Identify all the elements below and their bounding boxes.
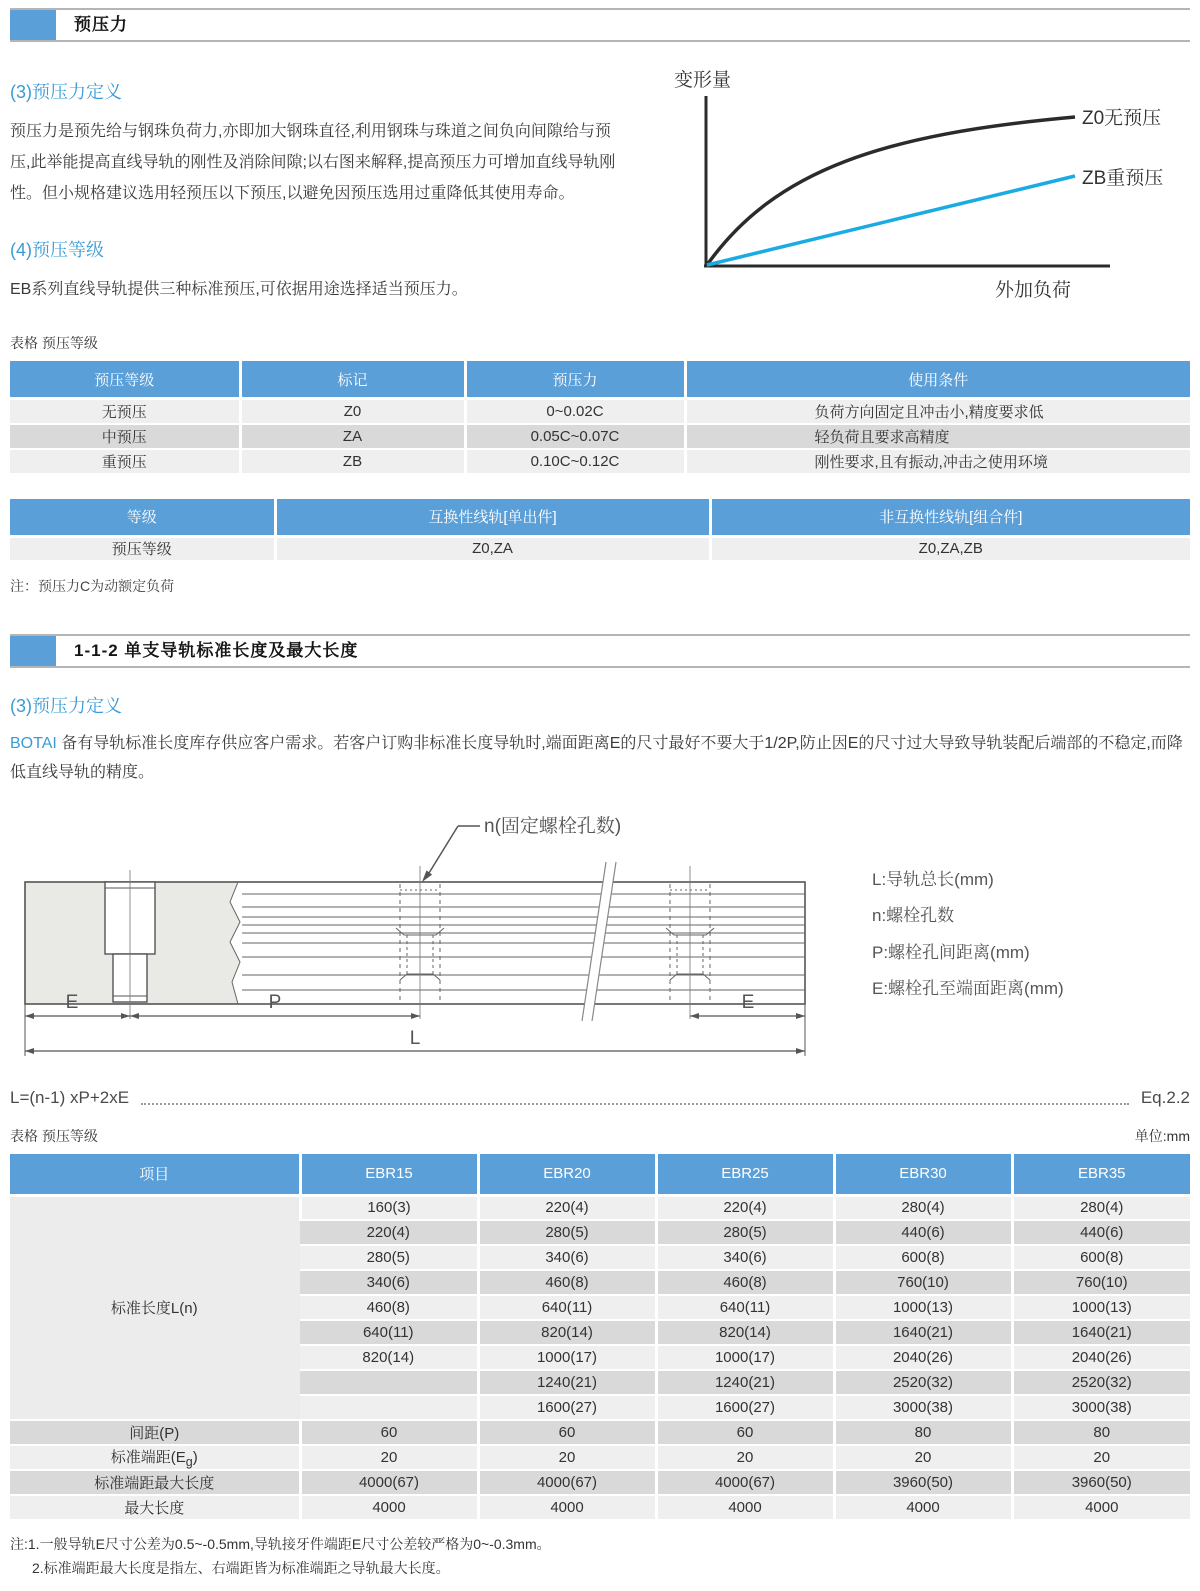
callout-label: n(固定螺栓孔数) [484,815,622,837]
cell: 3000(38) [1012,1395,1190,1420]
rail-profile-lines [242,894,805,990]
table3-caption: 表格 预压等级 [10,1127,98,1144]
intro-text-column [10,64,624,309]
intro-block [10,64,1190,309]
dim-label-e-right: E [741,991,755,1013]
table2-note: 注：预压力C为动额定负荷 [10,578,175,594]
t1-col-grade: 预压等级 [10,361,240,399]
cell: 1000(17) [656,1345,834,1370]
cell: 820(14) [300,1345,478,1370]
cell: ZA [240,424,465,449]
row-label: 最大长度 [10,1495,300,1520]
cell: 760(10) [834,1270,1012,1295]
t1-col-condition: 使用条件 [685,361,1190,399]
t3-col-ebr30: EBR30 [834,1154,1012,1196]
cell: 4000(67) [300,1470,478,1495]
cell: 220(4) [478,1195,656,1220]
eg-label-part1: 标准端距(E [110,1449,186,1467]
arrowhead [796,1048,805,1054]
cell: 160(3) [300,1195,478,1220]
cell: 刚性要求,且有振动,冲击之使用环境 [685,449,1190,474]
cell: 20 [834,1445,1012,1470]
heading-preload-levels: (4)预压等级 [10,239,104,260]
eg-label-part2: ) [192,1449,198,1467]
cell: 3960(50) [834,1470,1012,1495]
heading-section2-definition: (3)预压力定义 [10,696,122,716]
cell: 1600(27) [656,1395,834,1420]
cell: 220(4) [300,1220,478,1245]
table-row [10,424,1190,449]
cell: 0.10C~0.12C [465,449,685,474]
brand-name: BOTAI [10,735,57,752]
table-header-row [10,361,1190,399]
cell: 820(14) [656,1320,834,1345]
t2-col-grade: 等级 [10,499,275,537]
table-row [10,1470,1190,1495]
heading-preload-definition: (3)预压力定义 [10,82,122,102]
cell: 340(6) [478,1245,656,1270]
table-row [10,1420,1190,1445]
cell: 4000(67) [478,1470,656,1495]
t2-col-interchangeable: 互换性线轨[单出件] [275,499,710,537]
cell: 4000(67) [656,1470,834,1495]
cell: 820(14) [478,1320,656,1345]
equation-number: Eq.2.2 [1140,1087,1190,1107]
cell: 4000 [300,1495,478,1520]
cell: 640(11) [300,1320,478,1345]
cell: 760(10) [1012,1270,1190,1295]
cell: Z0,ZA [275,536,710,561]
table-row [10,399,1190,424]
cell: 80 [1012,1420,1190,1445]
cell: 440(6) [1012,1220,1190,1245]
cell: 20 [656,1445,834,1470]
x-axis-label: 外加负荷 [995,280,1072,301]
cell: 轻负荷且要求高精度 [685,424,1190,449]
equation-row [10,1088,1190,1108]
t3-col-ebr20: EBR20 [478,1154,656,1196]
legend-item-l: L:导轨总长(mm) [872,869,994,889]
t3-col-ebr15: EBR15 [300,1154,478,1196]
row-label [10,1445,300,1470]
arrowhead [25,1013,34,1019]
table-header-row [10,1154,1190,1196]
cell: 负荷方向固定且冲击小,精度要求低 [685,399,1190,424]
cell: 280(5) [300,1245,478,1270]
preload-levels-paragraph: EB系列直线导轨提供三种标准预压,可依据用途选择适当预压力。 [10,280,468,298]
section-header-rail-length [10,634,1190,668]
eg-label-subscript: g [185,1455,193,1470]
cell: 340(6) [656,1245,834,1270]
table3-footnotes [10,1533,1190,1581]
callout-arrowhead [422,870,432,882]
cell: ZB [240,449,465,474]
interchangeability-table-wrap [10,499,1190,597]
cell: 60 [478,1420,656,1445]
t1-col-force: 预压力 [465,361,685,399]
table1-caption: 表格 预压等级 [10,335,98,351]
cell: 预压等级 [10,536,275,561]
section-accent-square [10,636,56,666]
row-label: 标准端距最大长度 [10,1470,300,1495]
cell: 280(4) [1012,1195,1190,1220]
cell: 0.05C~0.07C [465,424,685,449]
cell: 280(5) [656,1220,834,1245]
arrowhead [121,1013,130,1019]
cell: 600(8) [834,1245,1012,1270]
cell: 640(11) [656,1295,834,1320]
cell: 20 [1012,1445,1190,1470]
series-label-zb: ZB重预压 [1082,168,1164,189]
section-header-preload [10,8,1190,42]
t3-col-ebr25: EBR25 [656,1154,834,1196]
cell: 80 [834,1420,1012,1445]
table-header-row [10,499,1190,537]
cell: 1640(21) [1012,1320,1190,1345]
legend-item-n: n:螺栓孔数 [872,906,955,926]
t3-col-ebr35: EBR35 [1012,1154,1190,1196]
rail-dimension-drawing [10,804,860,1084]
cell: 3000(38) [834,1395,1012,1420]
y-axis-label: 变形量 [674,70,732,91]
arrowhead [25,1048,34,1054]
cell: Z0,ZA,ZB [710,536,1190,561]
table-row [10,449,1190,474]
cell: 460(8) [478,1270,656,1295]
cell [300,1395,478,1420]
deformation-load-chart-svg [650,64,1190,304]
legend-item-p: P:螺栓孔间距离(mm) [872,942,1030,962]
cell: 1000(13) [1012,1295,1190,1320]
t3-col-item: 项目 [10,1154,300,1196]
cell: 600(8) [1012,1245,1190,1270]
cell: 0~0.02C [465,399,685,424]
row-label: 间距(P) [10,1420,300,1445]
cell: 640(11) [478,1295,656,1320]
section2-paragraph [10,730,1190,788]
cell: 280(4) [834,1195,1012,1220]
rail-diagram-block [10,804,1190,1084]
cell: 1600(27) [478,1395,656,1420]
table-row [10,1495,1190,1520]
callout-leader-line [429,826,458,873]
cell: 20 [478,1445,656,1470]
footnote-1: 注:1.一般导轨E尺寸公差为0.5~-0.5mm,导轨接牙件端距E尺寸公差较严格为0~-0.3mm。 [10,1536,551,1553]
page-title: 预压力 [74,15,128,34]
preload-chart [650,64,1190,309]
cell: 460(8) [656,1270,834,1295]
cell [300,1370,478,1395]
table-row [10,536,1190,561]
dim-label-l: L [409,1027,421,1049]
cell: 1000(13) [834,1295,1012,1320]
cell: 1240(21) [656,1370,834,1395]
cell: 1640(21) [834,1320,1012,1345]
t1-col-mark: 标记 [240,361,465,399]
cell: 4000 [656,1495,834,1520]
standard-length-table [10,1154,1190,1522]
break-gap [582,862,616,1021]
arrowhead [130,1013,139,1019]
cell: 2040(26) [1012,1345,1190,1370]
cell: 2520(32) [834,1370,1012,1395]
cell: 60 [300,1420,478,1445]
arrowhead [690,1013,699,1019]
dim-label-e-left: E [65,991,79,1013]
cell: 2040(26) [834,1345,1012,1370]
diagram-legend [872,862,1064,1084]
cell: 4000 [834,1495,1012,1520]
legend-item-e: E:螺栓孔至端面距离(mm) [872,979,1064,999]
table3-caption-row [10,1126,1190,1146]
cell: 重预压 [10,449,240,474]
section2-paragraph-text: 备有导轨标准长度库存供应客户需求。若客户订购非标准长度导轨时,端面距离E的尺寸最好不要大于1/2P,防止因E的尺寸过大导致导轨装配后端部的不稳定,而降低直线导轨的精度。 [10,735,1183,781]
line-zb-heavy-preload [707,176,1075,265]
cell: 220(4) [656,1195,834,1220]
arrowhead [411,1013,420,1019]
cell: 280(5) [478,1220,656,1245]
cell: 无预压 [10,399,240,424]
bolt-section-view [105,870,155,1019]
footnote-2: 2.标准端距最大长度是指左、右端距皆为标准端距之导轨最大长度。 [32,1559,450,1576]
section2-title: 1-1-2 单支导轨标准长度及最大长度 [74,641,359,660]
table-row [10,1195,1190,1220]
cell: Z0 [240,399,465,424]
preload-definition-paragraph: 预压力是预先给与钢珠负荷力,亦即加大钢珠直径,利用钢珠与珠道之间负向间隙给与预压,此举能提高直线导轨的刚性及消除间隙;以右图来解释,提高预压力可增加直线导轨刚性。但小规格建议选用轻预压以下预压,以避免因预压选用过重降低其使用寿命。 [10,123,616,203]
preload-grade-table [10,361,1190,475]
cell: 4000 [1012,1495,1190,1520]
cell: 20 [300,1445,478,1470]
cell: 1240(21) [478,1370,656,1395]
cell: 2520(32) [1012,1370,1190,1395]
cell: 60 [656,1420,834,1445]
series-label-z0: Z0无预压 [1082,108,1162,129]
cell: 4000 [478,1495,656,1520]
t2-col-non-interchangeable: 非互换性线轨[组合件] [710,499,1190,537]
table3-unit: 单位:mm [1134,1127,1190,1144]
dim-label-p: P [268,991,282,1013]
std-length-label: 标准长度L(n) [10,1195,300,1420]
equation-dotted-leader [141,1091,1129,1105]
cell: 3960(50) [1012,1470,1190,1495]
table-row [10,1445,1190,1470]
cell: 中预压 [10,424,240,449]
arrowhead [796,1013,805,1019]
interchangeability-table [10,499,1190,563]
cell: 440(6) [834,1220,1012,1245]
section-accent-square [10,10,56,40]
cell: 460(8) [300,1295,478,1320]
cell: 340(6) [300,1270,478,1295]
equation-formula: L=(n-1) xP+2xE [10,1087,130,1107]
cell: 1000(17) [478,1345,656,1370]
